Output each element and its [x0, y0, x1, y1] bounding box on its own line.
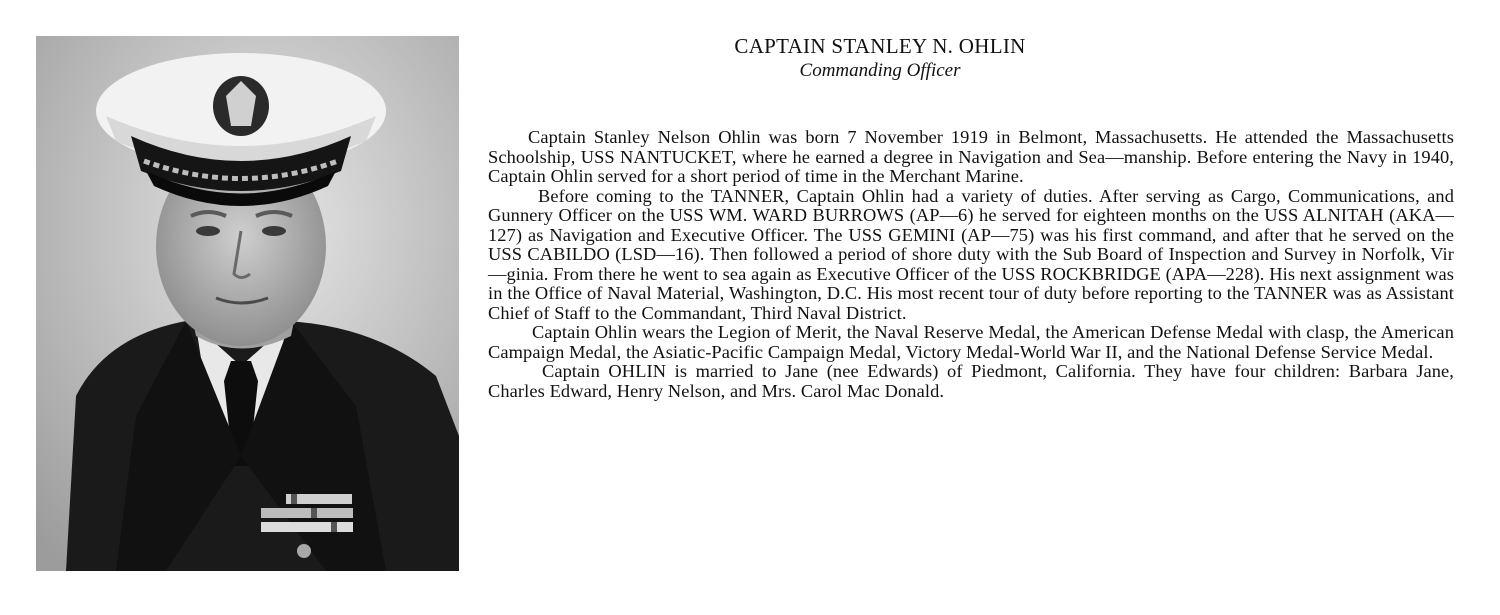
bio-paragraph-duties: Before coming to the TANNER, Captain Ohlin had a variety of duties. After serving as Cargo, Communications, and Gunnery Officer on the USS WM. WARD BURROWS (AP—6) he served for eighteen months on the USS ALNITAH (AKA—127) as Navigation and Executive Officer. The USS GEMINI (AP—75) was his first command, and after that he served on the USS CABILDO (LSD—16). Then followed a period of shore duty with the Sub Board of Inspection and Survey in Norfolk, Vir—ginia. From there he went to sea again as Executive Officer of the USS ROCKBRIDGE (APA—228). His next assignment was in the Office of Naval Material, Washington, D.C. His most recent tour of duty before reporting to the TANNER was as Assistant Chief of Staff to the Commandant, Third Naval District.: [488, 185, 1454, 323]
bio-paragraph-medals: Captain Ohlin wears the Legion of Merit, the Naval Reserve Medal, the American Defense Medal with clasp, the American Campaign Medal, the Asiatic-Pacific Campaign Medal, Victory Medal-World War II, and the National Defense Service Medal.: [488, 322, 1454, 362]
officer-name: CAPTAIN STANLEY N. OHLIN: [734, 34, 1026, 58]
biography: [488, 128, 1454, 401]
portrait-photo: [36, 36, 459, 571]
bio-paragraph-family: Captain OHLIN is married to Jane (nee Edwards) of Piedmont, California. They have four children: Barbara Jane, Charles Edward, Henry Nelson, and Mrs. Carol Mac Donald.: [488, 361, 1454, 401]
officer-role: Commanding Officer: [799, 60, 961, 81]
heading-block: [640, 34, 1120, 84]
portrait-illustration: [36, 36, 459, 571]
bio-paragraph-birth: Captain Stanley Nelson Ohlin was born 7 November 1919 in Belmont, Massachusetts. He attended the Massachusetts Schoolship, USS NANTUCKET, where he earned a degree in Navigation and Sea—manship. Before entering the Navy in 1940, Captain Ohlin served for a short period of time in the Merchant Marine.: [488, 127, 1454, 186]
